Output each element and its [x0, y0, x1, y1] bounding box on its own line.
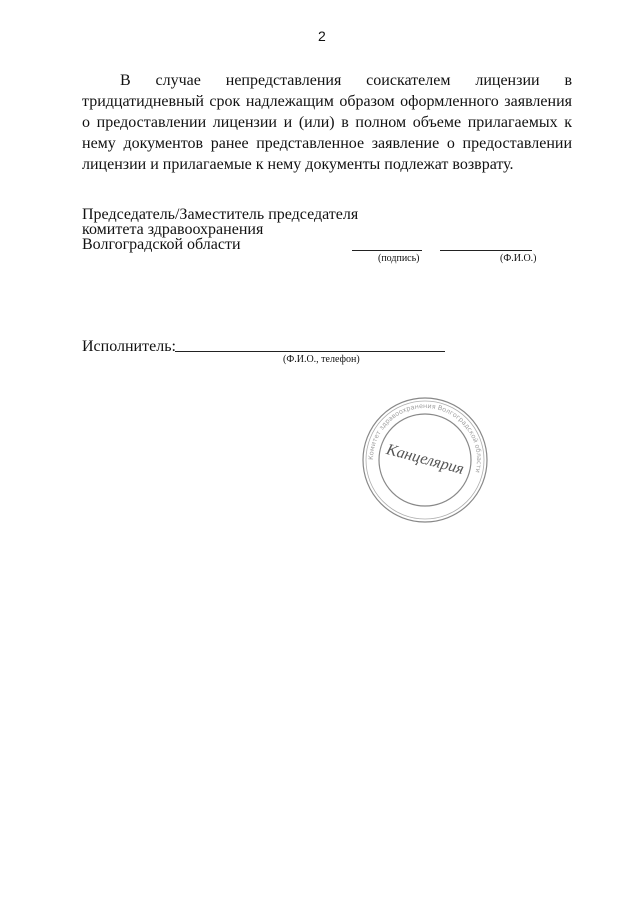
body-paragraph: В случае непредставления соискателем лицензии в тридцатидневный срок надлежащим образом оформленного заявления о предоставлении лицензии и (или) в полном объеме прилагаемых к нему документов ранее представленное заявление о предоставлении лицензии и прилагаемые к нему документы подлежат возврату. [82, 72, 572, 173]
signatory-block [82, 207, 358, 252]
signature-line [352, 250, 422, 251]
executor-label: Исполнитель: [82, 338, 176, 355]
signatory-line-3: Волгоградской области [82, 236, 241, 253]
signatory-line-2: комитета здравоохранения [82, 221, 264, 238]
page-number: 2 [318, 28, 326, 44]
name-caption: (Ф.И.О.) [500, 253, 537, 264]
stamp-ring-text: Комитет здравоохранения Волгоградской области [366, 401, 484, 474]
office-stamp [355, 390, 495, 530]
executor-caption: (Ф.И.О., телефон) [283, 354, 360, 365]
signature-caption: (подпись) [378, 253, 420, 264]
signatory-line-1: Председатель/Заместитель председателя [82, 206, 359, 223]
executor-line [175, 351, 445, 352]
stamp-center-text: Канцелярия [384, 441, 466, 479]
name-line [440, 250, 532, 251]
